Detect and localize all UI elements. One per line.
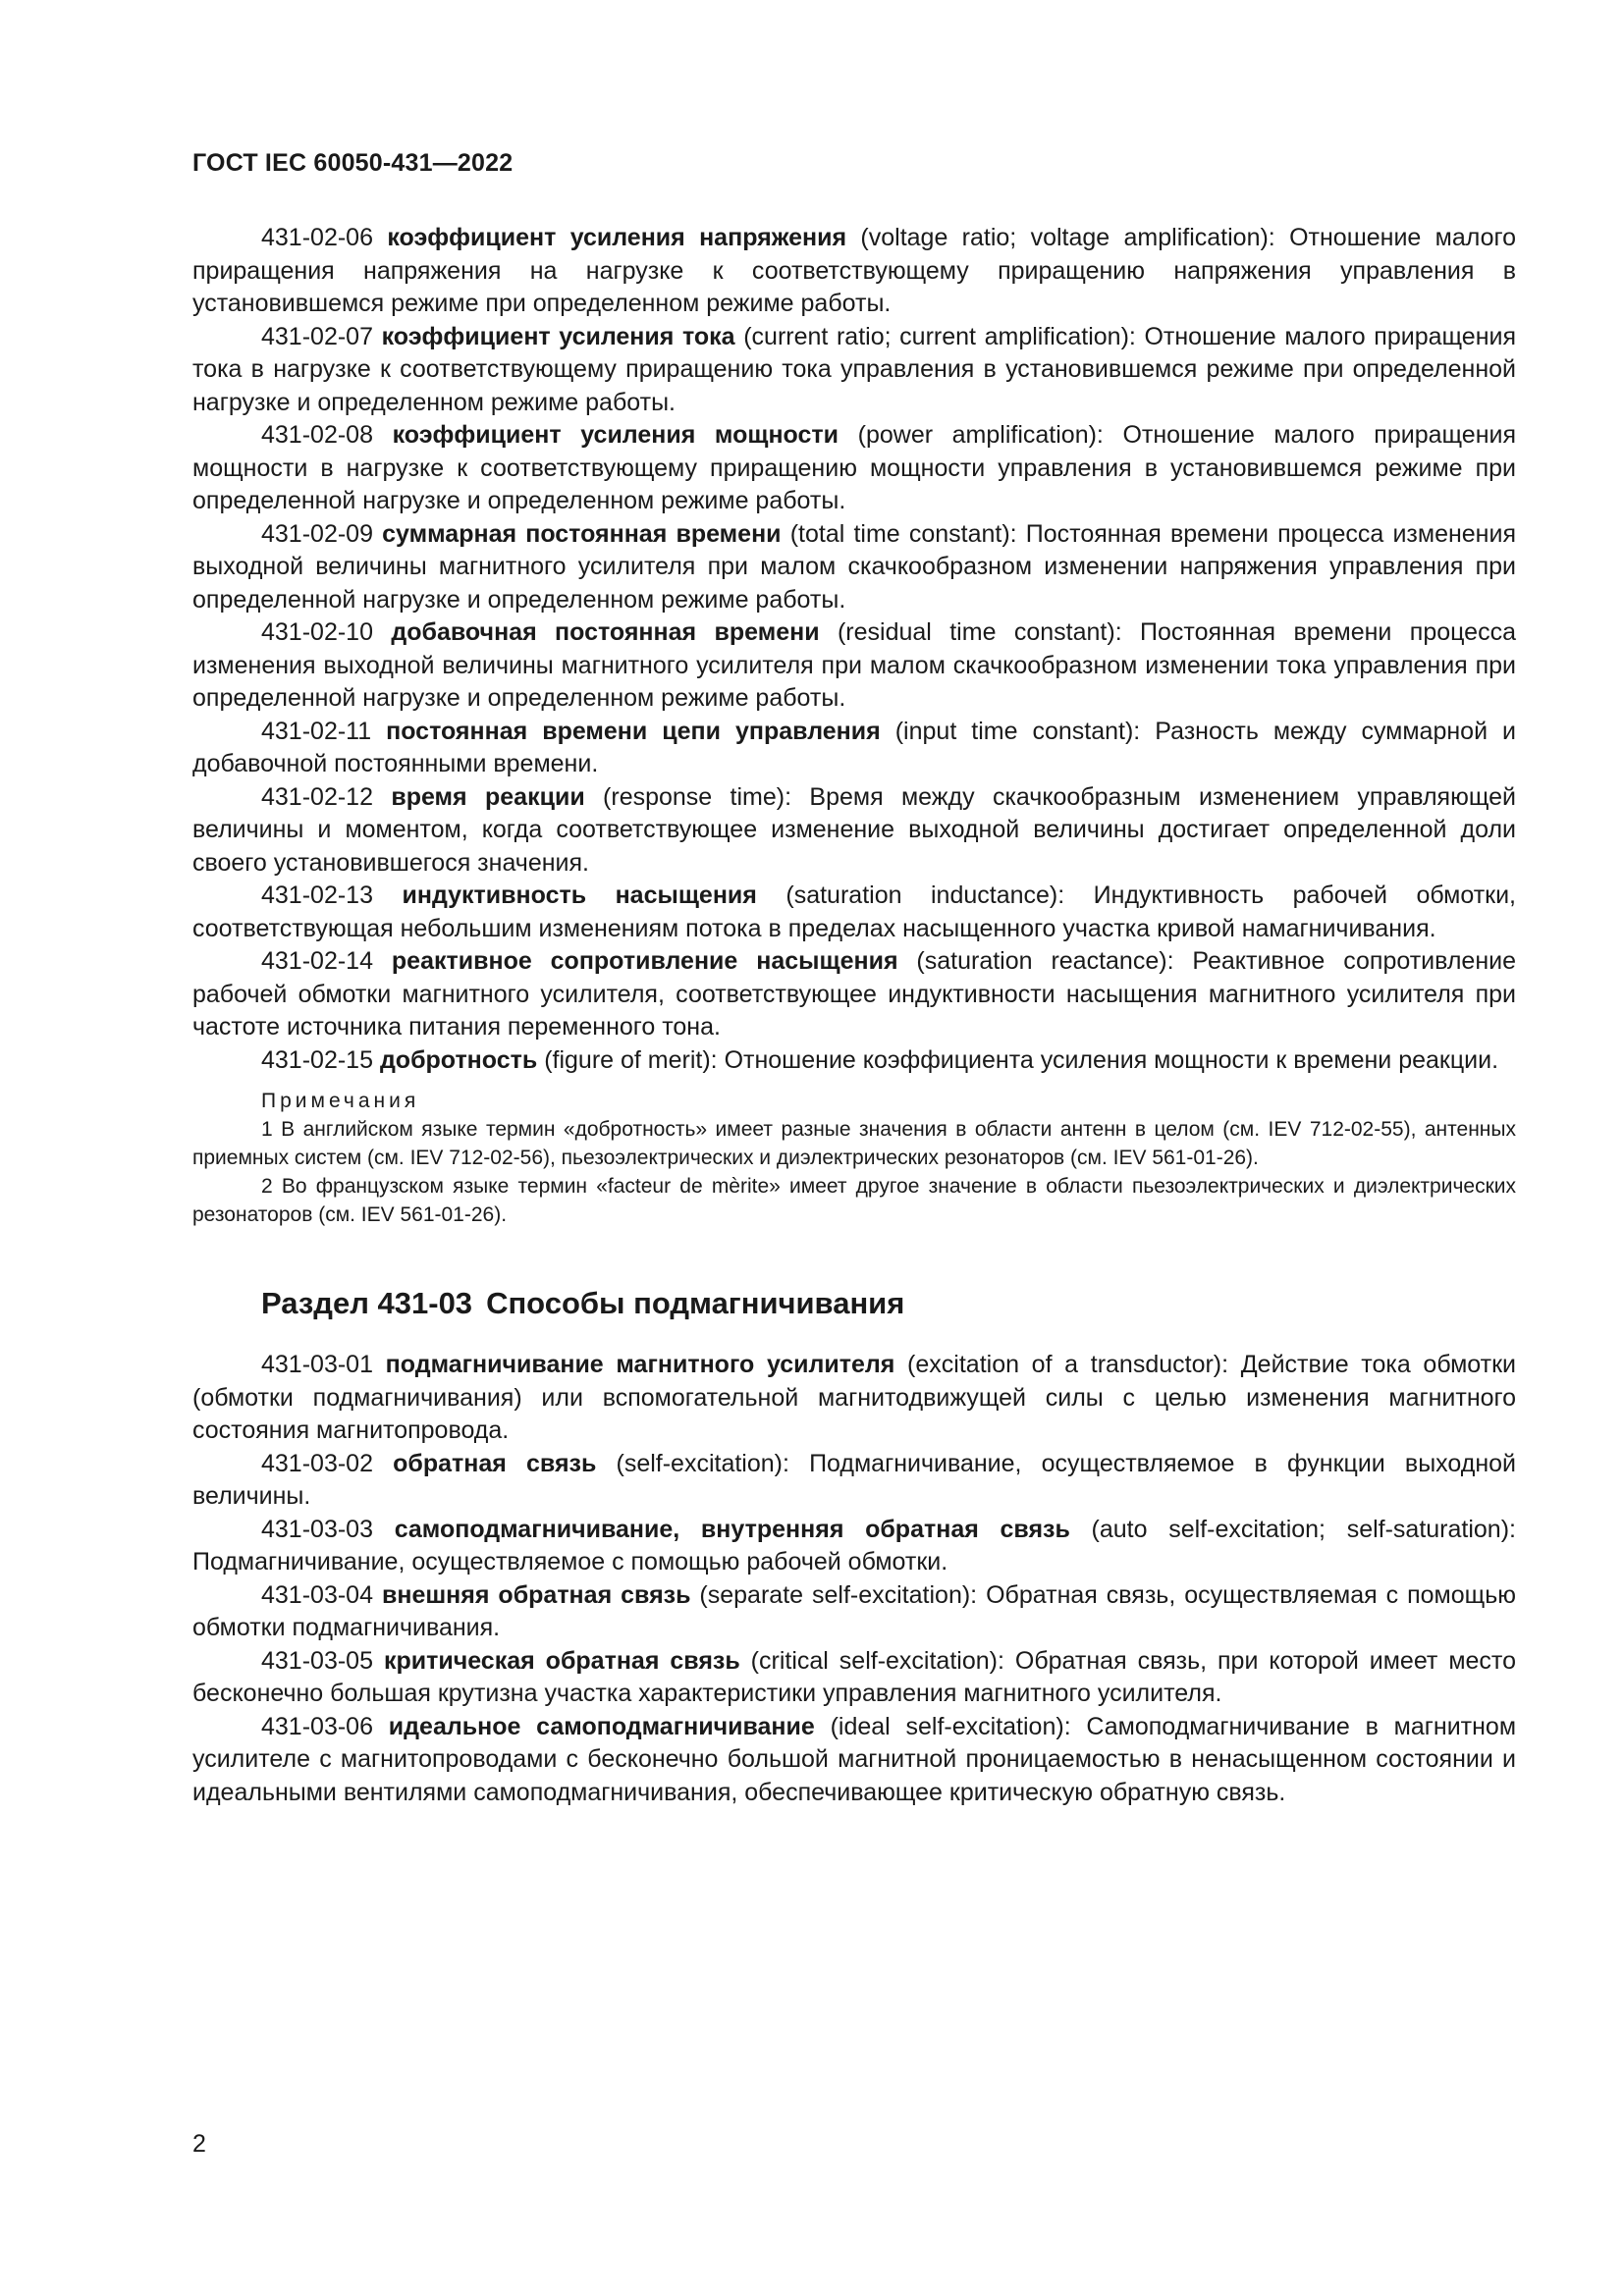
term-code: 431-03-05 [261,1646,373,1675]
term-entry [192,1645,1516,1711]
term-name: идеальное самоподмагничивание [388,1712,815,1740]
notes-block [192,1087,1516,1229]
term-code: 431-02-10 [261,618,373,646]
term-name: добавочная постоянная времени [391,618,820,646]
term-code: 431-02-12 [261,782,373,811]
document-header: ГОСТ IEC 60050-431—2022 [192,149,514,177]
term-entry [192,419,1516,518]
term-entry [192,1349,1516,1448]
term-definition: (ideal self-excitation): Самоподмагничивание в магнитном усилителе с магнитопроводами с бесконечно большой магнитной проницаемостью в ненасыщенном состоянии и идеальными вентилями самоподмагничивания, обеспечивающее критическую обратную связь. [192,1712,1517,1806]
term-entry [192,1579,1516,1645]
term-name: суммарная постоянная времени [382,519,782,548]
term-name: самоподмагничивание, внутренняя обратная связь [394,1515,1070,1543]
term-code: 431-02-14 [261,947,373,975]
term-definition: (total time constant): Постоянная времени процесса изменения выходной величины магнитного усилителя при малом скачкообразном изменении напряжения управления при определенной нагрузке и определенном режиме работы. [192,519,1516,614]
term-code: 431-03-02 [261,1449,373,1477]
term-entry [192,518,1516,617]
term-definition: (residual time constant): Постоянная времени процесса изменения выходной величины магнитного усилителя при малом скачкообразном изменении тока управления при определенной нагрузке и определенном режиме работы. [192,618,1516,712]
term-code: 431-02-08 [261,421,373,449]
term-name: постоянная времени цепи управления [386,717,881,745]
term-definition: (auto self-excitation; self-saturation): Подмагничивание, осуществляемое с помощью рабочей обмотки. [192,1515,1516,1575]
term-definition: (self-excitation): Подмагничивание, осуществляемое в функции выходной величины. [192,1449,1516,1510]
term-name: коэффициент усиления тока [381,322,735,350]
term-name: подмагничивание магнитного усилителя [385,1351,895,1378]
term-definition: (input time constant): Разность между суммарной и добавочной постоянными времени. [192,717,1516,777]
term-entry [192,781,1516,881]
term-entry [192,616,1516,716]
term-entry [192,222,1516,321]
term-code: 431-03-06 [261,1712,373,1740]
term-name: коэффициент усиления мощности [392,421,839,449]
term-definition: (response time): Время между скачкообразным изменением управляющей величины и моментом, когда соответствующее изменение выходной величины достигает определенной доли своего установившегося значения. [192,782,1516,877]
term-name: реактивное сопротивление насыщения [391,947,898,975]
term-entry [192,716,1516,781]
term-definition: (figure of merit): Отношение коэффициента усиления мощности к времени реакции. [537,1045,1499,1074]
term-entry [192,945,1516,1044]
term-definition: (saturation inductance): Индуктивность рабочей обмотки, соответствующая небольшим изменениям потока в пределах насыщенного участка кривой намагничивания. [192,881,1517,942]
term-entry [192,1514,1516,1579]
term-definition: (power amplification): Отношение малого приращения мощности в нагрузке к соответствующему приращению мощности управления в установившемся режиме при определенной нагрузке и определенном режиме работы. [192,421,1516,514]
notes-title: Примечания [261,1090,420,1112]
term-code: 431-02-06 [261,224,373,251]
term-entry [192,321,1516,420]
term-code: 431-02-07 [261,322,373,350]
section-heading [261,1284,1516,1323]
term-definition: (critical self-excitation): Обратная связь, при которой имеет место бесконечно большая крутизна участка характеристики управления магнитного усилителя. [192,1646,1516,1707]
term-name: коэффициент усиления напряжения [387,224,847,251]
term-name: обратная связь [393,1449,597,1477]
term-definition: (excitation of a transductor): Действие тока обмотки (обмотки подмагничивания) или вспомогательной магнитодвижущей силы с целью изменения магнитного состояния магнитопровода. [192,1351,1516,1444]
term-code: 431-02-11 [261,717,372,745]
term-definition: (current ratio; current amplification): Отношение малого приращения тока в нагрузке к соответствующему приращению тока управления в установившемся режиме при определенной нагрузке и определенном режиме работы. [192,322,1517,416]
section-title: Способы подмагничивания [486,1286,905,1320]
term-definition: (voltage ratio; voltage amplification): Отношение малого приращения напряжения на нагрузке к соответствующему приращению напряжения управления в установившемся режиме при определенном режиме работы. [192,224,1516,317]
term-entry [192,880,1516,945]
term-entry [192,1711,1516,1810]
term-code: 431-02-09 [261,519,373,548]
term-name: добротность [379,1045,538,1074]
term-definition: (saturation reactance): Реактивное сопротивление рабочей обмотки магнитного усилителя, соответствующее индуктивности насыщения магнитного усилителя при частоте источника питания переменного тона. [192,947,1516,1041]
term-definition: (separate self-excitation): Обратная связь, осуществляемая с помощью обмотки подмагничивания. [192,1580,1516,1641]
term-name: индуктивность насыщения [402,881,757,909]
term-code: 431-03-01 [261,1351,373,1378]
term-entry [192,1044,1516,1078]
term-name: критическая обратная связь [383,1646,740,1675]
page-content [192,222,1516,1809]
term-name: внешняя обратная связь [381,1580,691,1609]
note-item: 1 В английском языке термин «добротность» имеет разные значения в области антенн в целом (см. IEV 712-02-55), антенных приемных систем (см. IEV 712-02-56), пьезоэлектрических и диэлектрических резонаторов (см. IEV 561-01-26). [192,1118,1516,1169]
page-number: 2 [192,2130,206,2158]
note-item: 2 Во французском языке термин «facteur de mèrite» имеет другое значение в области пьезоэлектрических и диэлектрических резонаторов (см. IEV 561-01-26). [192,1175,1516,1226]
term-code: 431-02-15 [261,1045,373,1074]
section-number: Раздел 431-03 [261,1286,473,1320]
term-entry [192,1448,1516,1514]
term-name: время реакции [391,782,585,811]
term-code: 431-03-04 [261,1580,373,1609]
term-code: 431-03-03 [261,1515,373,1543]
term-code: 431-02-13 [261,881,373,909]
